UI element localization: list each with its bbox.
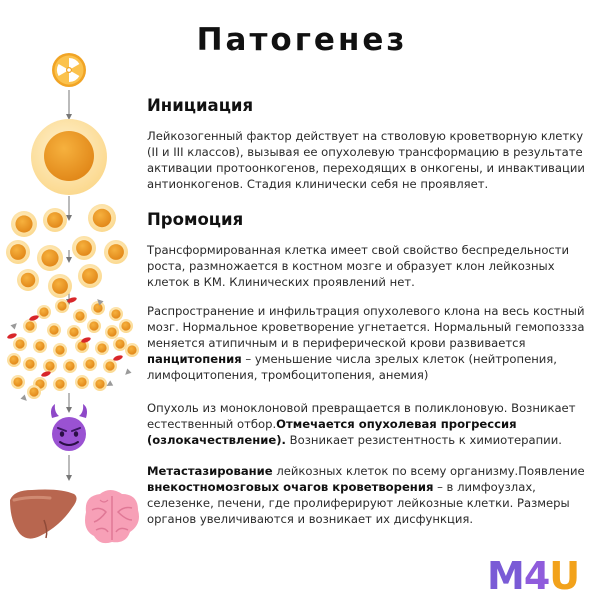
marrow-cell: [7, 353, 21, 367]
liver-icon: [10, 490, 77, 539]
marrow-cell: [103, 359, 117, 373]
logo-u: U: [549, 554, 580, 598]
clone-cell: [78, 264, 102, 288]
marrow-cell: [37, 305, 51, 319]
brain-icon: [85, 490, 139, 543]
marrow-cell: [95, 341, 109, 355]
progression-text-1: Опухоль из моноклоновой превращается в поликлоновую. Возникает естественный отбор.: [147, 401, 576, 431]
logo-4: 4: [523, 554, 550, 598]
marrow-cell: [23, 319, 37, 333]
progression-text: [147, 400, 592, 448]
spread-text-1: Распространение и инфильтрация опухолевого клона на весь костный мозг. Нормальное кроветворение угнетается. Нормальный гемопоззза меняется атипичным и в периферической крови развивается: [147, 304, 585, 350]
marrow-cell: [55, 299, 69, 313]
metastasis-text: [147, 463, 592, 527]
clone-cell: [11, 211, 37, 237]
marrow-cell: [73, 309, 87, 323]
marrow-cell: [67, 325, 81, 339]
initiation-heading: Инициация: [147, 96, 254, 115]
clone-cell: [6, 240, 30, 264]
red-blood-cell: [67, 296, 78, 304]
spread-arrow: [10, 321, 18, 329]
metastasis-text-2: – в лимфоузлах, селезенке, печени, где пролиферируют лейкозные клетки. Размеры органов увеличиваются и возникает их дисфункция.: [147, 480, 570, 526]
marrow-cell: [109, 307, 123, 321]
marrow-cell: [47, 323, 61, 337]
marrow-cell: [27, 385, 41, 399]
marrow-cell: [93, 377, 107, 391]
clone-cell: [43, 208, 67, 232]
clone-cell: [88, 204, 116, 232]
progression-text-2: Возникает резистентность к химиотерапии.: [285, 433, 562, 447]
marrow-cell: [75, 375, 89, 389]
marrow-cell: [11, 375, 25, 389]
clone-cell: [104, 240, 128, 264]
clone-cell: [48, 274, 72, 298]
marrow-cell: [83, 357, 97, 371]
spread-arrow: [20, 394, 28, 402]
spread-arrow: [123, 368, 131, 376]
marrow-cell: [63, 359, 77, 373]
marrow-cell: [119, 319, 133, 333]
devil-emoji-icon: [51, 404, 87, 451]
spread-text-2: – уменьшение числа зрелых клеток (нейтропения, лимфоцитопения, тромбоцитопения, анемия): [147, 352, 557, 382]
promotion-text: Трансформированная клетка имеет свой свойство беспредельности роста, размножается в костном мозге и образует клон лейкозных клеток в КМ. Клинических проявлений нет.: [147, 243, 570, 289]
cell-clone: [6, 204, 128, 298]
progression-bold: Отмечается опухолевая прогрессия (озлокачествление).: [147, 417, 517, 447]
spread-text: [147, 303, 592, 383]
marrow-cell: [23, 357, 37, 371]
marrow-cell: [53, 377, 67, 391]
metastasis-bold-2: внекостномозговых очагов кроветворения: [147, 480, 434, 494]
marrow-infiltration: [7, 296, 139, 403]
promotion-heading: Промоция: [147, 210, 244, 229]
metastasis-bold-1: Метастазирование: [147, 464, 273, 478]
page-title: Патогенез: [196, 22, 408, 58]
spread-bold: панцитопения: [147, 352, 242, 366]
logo-m: M: [487, 554, 524, 598]
marrow-cell: [113, 337, 127, 351]
metastasis-text-1: лейкозных клеток по всему организму.Появление: [272, 464, 585, 478]
clone-cell: [17, 269, 39, 291]
marrow-cell: [87, 319, 101, 333]
marrow-cell: [43, 359, 57, 373]
marrow-cell: [91, 301, 105, 315]
initiation-text: Лейкозогенный фактор действует на стволовую кроветворную клетку (II и III классов), вызывая ее опухолевую трансформацию в результате активации протоонкогенов, переходящих в онкогены, и инвактивации антионкогенов. Стадия клинически себя не проявляет.: [147, 129, 585, 191]
clone-cell: [37, 245, 63, 271]
stem-cell: [31, 119, 107, 195]
marrow-cell: [105, 325, 119, 339]
radiation-icon: [52, 53, 86, 87]
clone-cell: [72, 236, 96, 260]
marrow-cell: [33, 339, 47, 353]
m4u-logo: [487, 556, 597, 596]
marrow-cell: [53, 343, 67, 357]
marrow-cell: [125, 343, 139, 357]
marrow-cell: [13, 337, 27, 351]
